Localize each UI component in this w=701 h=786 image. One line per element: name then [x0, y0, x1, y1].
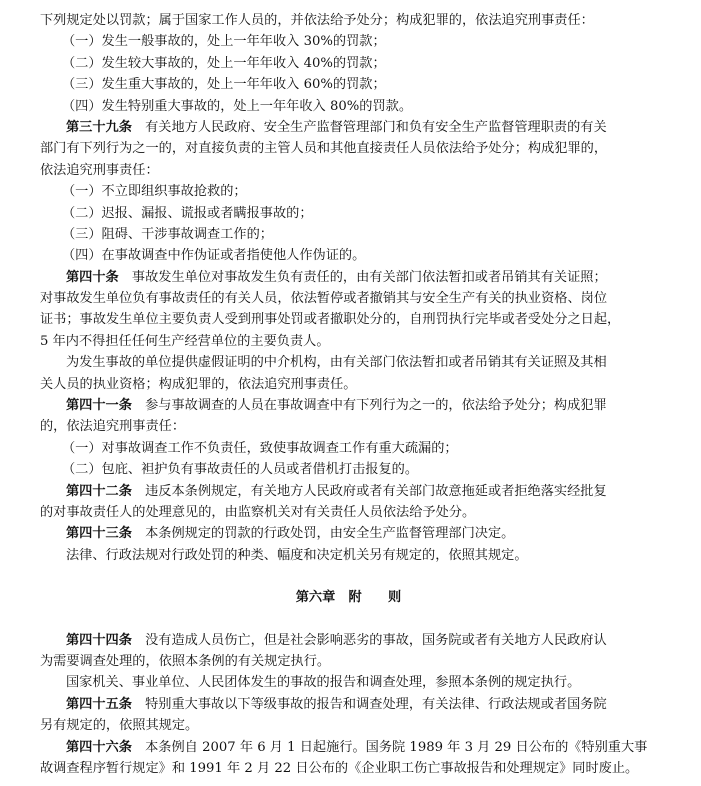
- text-line: [40, 96, 677, 117]
- line-text: 关人员的执业资格；构成犯罪的，依法追究刑事责任。: [40, 376, 357, 392]
- line-text: 另有规定的，依照其规定。: [40, 718, 199, 734]
- text-line: [40, 267, 677, 288]
- text-line: [40, 416, 677, 437]
- text-line: [40, 245, 677, 266]
- line-text: 5 年内不得担任任何生产经营单位的主要负责人。: [40, 333, 330, 349]
- line-text: 法律、行政法规对行政处罚的种类、幅度和决定机关另有规定的，依照其规定。: [66, 547, 528, 563]
- article-number: 第四十二条: [66, 483, 132, 499]
- line-text: 事故发生单位对事故发生负有责任的，由有关部门依法暂扣或者吊销其有关证照；: [118, 269, 607, 285]
- line-text: 为发生事故的单位提供虚假证明的中介机构，由有关部门依法暂扣或者吊销其有关证照及其相: [66, 355, 607, 371]
- line-text: 违反本条例规定，有关地方人民政府或者有关部门故意拖延或者拒绝落实经批复: [131, 483, 607, 499]
- text-line: [40, 10, 677, 31]
- text-line: [40, 459, 677, 480]
- text-line: [40, 438, 677, 459]
- article-number: 第四十一条: [66, 398, 132, 414]
- line-text: 有关地方人民政府、安全生产监督管理部门和负有安全生产监督管理职责的有关: [131, 119, 607, 135]
- line-text: （一）不立即组织事故抢救的；: [62, 184, 247, 200]
- line-text: 参与事故调查的人员在事故调查中有下列行为之一的，依法给予处分；构成犯罪: [131, 398, 607, 414]
- line-text: （二）包庇、袒护负有事故责任的人员或者借机打击报复的。: [62, 462, 419, 478]
- chapter-title: 第六章 附 则: [295, 590, 402, 606]
- article-number: 第四十五条: [66, 696, 132, 712]
- text-line: [40, 53, 677, 74]
- line-text: （三）阻碍、干涉事故调查工作的；: [62, 226, 273, 242]
- line-text: （一）发生一般事故的，处上一年年收入 30%的罚款；: [62, 34, 386, 50]
- text-line: [40, 309, 677, 330]
- article-number: 第四十四条: [66, 632, 132, 648]
- article-number: 第四十三条: [66, 526, 132, 542]
- text-line: [40, 481, 677, 502]
- article-number: 第四十条: [66, 269, 119, 285]
- article-number: 第三十九条: [66, 119, 132, 135]
- line-text: （二）迟报、漏报、谎报或者瞒报事故的；: [62, 205, 313, 221]
- line-text: 没有造成人员伤亡，但是社会影响恶劣的事故，国务院或者有关地方人民政府认: [131, 632, 607, 648]
- line-text: （三）发生重大事故的，处上一年年收入 60%的罚款；: [62, 77, 386, 93]
- line-text: 故调查程序暂行规定》和 1991 年 2 月 22 日公布的《企业职工伤亡事故报告和处理规定》同时废止。: [40, 760, 639, 776]
- text-line: [40, 203, 677, 224]
- text-line: [40, 288, 677, 309]
- line-text: 本条例规定的罚款的行政处罚，由安全生产监督管理部门决定。: [131, 526, 515, 542]
- line-text: 为需要调查处理的，依照本条例的有关规定执行。: [40, 653, 331, 669]
- line-text: （四）在事故调查中作伪证或者指使他人作伪证的。: [62, 248, 366, 264]
- line-text: 对事故发生单位负有事故责任的有关人员，依法暂停或者撤销其与安全生产有关的执业资格、岗位: [40, 291, 608, 307]
- text-line: [40, 395, 677, 416]
- line-text: 部门有下列行为之一的，对直接负责的主管人员和其他直接责任人员依法给予处分；构成犯罪的，: [40, 141, 608, 157]
- text-line: [40, 117, 677, 138]
- text-line: [40, 737, 677, 758]
- line-text: 依法追究刑事责任：: [40, 162, 159, 178]
- text-line: [40, 672, 677, 693]
- text-line: [40, 181, 677, 202]
- article-number: 第四十六条: [66, 739, 132, 755]
- line-text: 国家机关、事业单位、人民团体发生的事故的报告和调查处理，参照本条例的规定执行。: [66, 675, 581, 691]
- line-text: 本条例自 2007 年 6 月 1 日起施行。国务院 1989 年 3 月 29 日公布的《特别重大事: [131, 739, 648, 755]
- text-line: [40, 374, 677, 395]
- text-line: [40, 31, 677, 52]
- articles-block-chapter6: [40, 630, 677, 780]
- line-text: （四）发生特别重大事故的，处上一年年收入 80%的罚款。: [62, 98, 413, 114]
- text-line: [40, 545, 677, 566]
- line-text: 的，依法追究刑事责任：: [40, 419, 186, 435]
- text-line: [40, 160, 677, 181]
- line-text: 证书；事故发生单位主要负责人受到刑事处罚或者撤职处分的，自刑罚执行完毕或者受处分之日起，: [40, 312, 621, 328]
- text-line: [40, 74, 677, 95]
- line-text: 的对事故责任人的处理意见的，由监察机关对有关责任人员依法给予处分。: [40, 504, 476, 520]
- text-line: [40, 352, 677, 373]
- line-text: （二）发生较大事故的，处上一年年收入 40%的罚款；: [62, 55, 386, 71]
- text-line: [40, 138, 677, 159]
- text-line: [40, 523, 677, 544]
- text-line: [40, 224, 677, 245]
- line-text: （一）对事故调查工作不负责任，致使事故调查工作有重大疏漏的；: [62, 440, 458, 456]
- text-line: [40, 331, 677, 352]
- text-line: [40, 502, 677, 523]
- text-line: [40, 694, 677, 715]
- text-line: [40, 651, 677, 672]
- text-line: [40, 758, 677, 779]
- text-line: [40, 715, 677, 736]
- line-text: 下列规定处以罚款；属于国家工作人员的，并依法给予处分；构成犯罪的，依法追究刑事责任：: [40, 13, 594, 28]
- text-line: [40, 630, 677, 651]
- line-text: 特别重大事故以下等级事故的报告和调查处理，有关法律、行政法规或者国务院: [131, 696, 607, 712]
- articles-block-chapter5: [40, 10, 677, 566]
